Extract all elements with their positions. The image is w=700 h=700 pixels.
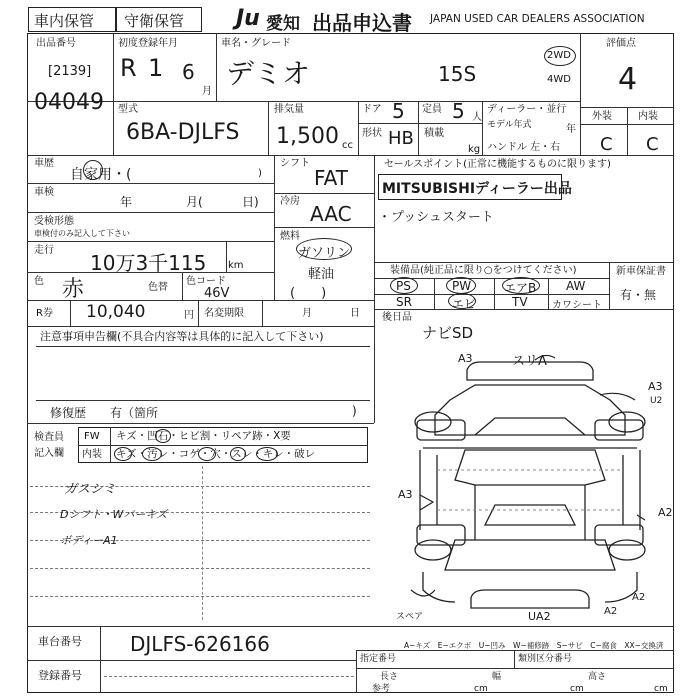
dealer-model-year: モデル年式 — [487, 120, 532, 130]
door-label: ドア — [362, 104, 382, 115]
type-label: 型式 — [118, 104, 138, 115]
score-int-label: 内装 — [638, 111, 658, 122]
warranty-label: 新車保証書 — [616, 266, 666, 277]
warranty-value: 有・無 — [620, 288, 657, 302]
equip-ps-circle — [390, 277, 418, 294]
diagram-mark-9: A2 — [632, 592, 646, 603]
capacity-label: 定員 — [422, 104, 442, 115]
spec-ref: 参考 — [372, 684, 391, 694]
spec-class-label: 類別区分番号 — [518, 654, 573, 664]
sales-line1: MITSUBISHIディーラー出品 — [382, 181, 572, 197]
history-value: 自家用・( — [70, 167, 132, 183]
spec-height: 高さ — [588, 672, 607, 682]
inspection-month: 月( — [186, 195, 203, 209]
ju-logo: Ju — [236, 6, 260, 31]
shape-value: HB — [388, 128, 414, 149]
score-ext: C — [600, 134, 613, 155]
equip-airbag-circle — [502, 277, 540, 294]
equip-pw: PW — [452, 279, 472, 293]
diagram-mark-1: A3 — [458, 352, 473, 365]
name-change-day: 日 — [350, 308, 360, 319]
equip-leather: カワシート — [552, 300, 602, 311]
dealer-year: 年 — [566, 124, 576, 135]
equip-navi-circle — [448, 293, 476, 309]
inspector-fw-items: キズ・凹石・ヒビ割・リペア跡・X要 — [116, 430, 291, 442]
header-title-form: 出品申込書 — [312, 11, 412, 35]
recycle-unit: 円 — [184, 310, 194, 321]
fuel-gasoline-circle — [296, 238, 352, 260]
diagram-mark-5: A3 — [398, 488, 413, 501]
equip-navi: エビ — [452, 297, 477, 311]
inspector-line3: ボディーA1 — [60, 534, 118, 547]
dealer-label: ディーラー・並行 — [487, 104, 567, 115]
tag-guard-storage-text: 守衛保管 — [124, 12, 185, 30]
inspector-line2: Dシフト・Wパーキズ — [60, 508, 168, 521]
inspector-line1: ガスシミ — [64, 482, 117, 497]
shift-value: FAT — [314, 166, 349, 190]
chassis-label: 車台番号 — [38, 635, 82, 648]
recycle-label: R券 — [36, 308, 53, 319]
door-value: 5 — [392, 99, 405, 123]
shift-label: シフト — [280, 158, 310, 169]
spec-cm-2: cm — [570, 684, 584, 694]
lot-label: 出品番号 — [36, 38, 76, 49]
inspection-label: 車検 — [34, 187, 54, 198]
capacity-unit: 人 — [472, 112, 482, 123]
chassis-value: DJLFS-626166 — [130, 632, 270, 656]
drive-2wd: 2WD — [547, 50, 571, 61]
drive-4wd: 4WD — [547, 74, 571, 85]
score-int: C — [646, 134, 659, 155]
name-change-month: 月 — [302, 308, 312, 319]
form-note: 車検付のみ記入して下さい — [34, 229, 130, 238]
inspection-year: 年 — [120, 195, 133, 209]
name-change-label: 名変期限 — [204, 308, 244, 319]
spec-label: 指定番号 — [360, 654, 397, 664]
color-code-label: 色コード — [186, 276, 226, 287]
recycle-value: 10,040 — [86, 302, 146, 322]
aircon-label: 冷房 — [280, 196, 300, 207]
notes-repair: 修復歴 有（箇所 — [50, 406, 159, 420]
fuel-diesel: 軽油 — [308, 267, 335, 282]
diagram-mark-2: スリA — [512, 354, 547, 369]
history-circle — [83, 160, 103, 180]
after-value: ナビSD — [422, 324, 474, 342]
displacement-value: 1,500 — [276, 124, 339, 149]
equip-sr: SR — [396, 295, 412, 309]
score-ext-label: 外装 — [592, 111, 612, 122]
notes-label: 注意事項申告欄(不具合内容等は具体的に記入して下さい) — [40, 330, 324, 343]
diagram-spare: スペア — [396, 612, 424, 622]
score-label: 評価点 — [606, 38, 636, 49]
first-reg-label: 初度登録年月 — [118, 38, 178, 49]
mileage-unit: km — [228, 260, 244, 271]
reg-label: 登録番号 — [38, 669, 82, 682]
first-reg-year: 1 — [148, 54, 164, 82]
spec-cm-1: cm — [474, 684, 488, 694]
diagram-mark-7: UA2 — [528, 610, 551, 623]
history-close: ) — [258, 168, 262, 179]
color-change: 色替 — [148, 282, 168, 293]
equip-airbag: エアB — [504, 281, 537, 295]
inspector-fw: FW — [84, 431, 100, 442]
color-code: 46V — [204, 286, 230, 301]
form-label: 受検形態 — [34, 216, 74, 227]
load-unit: kg — [468, 144, 481, 155]
inspector-int-items: キズ・汚レ・コゲ・穴・スレ・キレ・破レ — [116, 448, 316, 460]
sales-line2: ・プッシュスタート — [378, 210, 494, 225]
displacement-unit: cc — [342, 140, 353, 151]
equip-aw: AW — [566, 279, 586, 293]
diagram-mark-3: A3 — [648, 380, 663, 393]
aircon-value: AAC — [310, 202, 352, 226]
score-value: 4 — [618, 62, 638, 97]
inspection-day: 日) — [242, 195, 259, 209]
header-title-aichi: 愛知 — [266, 14, 300, 34]
fuel-gasoline: ガソリン — [298, 246, 351, 261]
fuel-other: ( ) — [290, 286, 327, 301]
first-reg-month: 6 — [182, 60, 195, 84]
mileage-label: 走行 — [34, 245, 54, 256]
model-label: 車名・グレード — [221, 38, 291, 49]
inspector-label1: 検査員 — [34, 432, 64, 443]
color-label: 色 — [34, 276, 44, 287]
header-association: JAPAN USED CAR DEALERS ASSOCIATION — [430, 13, 645, 25]
lot-number: 04049 — [34, 90, 104, 115]
model-grade: 15S — [438, 62, 477, 86]
after-label: 後日品 — [382, 312, 412, 323]
equip-label: 装備品(純正品に限り○をつけてください) — [390, 265, 577, 276]
notes-repair-close: ) — [352, 404, 357, 418]
equip-pw-circle — [446, 277, 476, 294]
sales-label: セールスポイント(正常に機能するものに限ります) — [384, 159, 611, 170]
type-value: 6BA-DJLFS — [126, 120, 240, 145]
tag-cabin-storage-text: 車内保管 — [34, 12, 95, 30]
fuel-label: 燃料 — [280, 231, 300, 242]
equip-ps: PS — [396, 279, 411, 293]
diagram-mark-4: U2 — [650, 396, 663, 406]
first-reg-era: R — [120, 54, 137, 82]
car-damage-diagram — [375, 340, 674, 625]
inspector-int: 内装 — [82, 449, 102, 460]
spec-width: 幅 — [492, 672, 502, 682]
dealer-handle: ハンドル 左・右 — [487, 142, 561, 153]
spec-cm-3: cm — [654, 684, 668, 694]
spec-length: 長さ — [380, 672, 399, 682]
color-value: 赤 — [62, 277, 85, 302]
model-name: デミオ — [226, 57, 311, 90]
first-reg-month-unit: 月 — [202, 86, 212, 97]
inspector-label2: 記入欄 — [34, 448, 64, 459]
history-label: 車歴 — [34, 158, 54, 169]
capacity-value: 5 — [452, 99, 465, 123]
lot-sub: [2139] — [48, 64, 92, 79]
shape-label: 形状 — [362, 128, 382, 139]
diagram-mark-6: A2 — [658, 506, 673, 519]
diagram-legend: A−キズ E−エクボ U−凹み W−補修跡 S−サビ C−腐食 XX−交換済 — [404, 641, 664, 650]
displacement-label: 排気量 — [274, 104, 304, 115]
equip-tv: TV — [512, 295, 528, 309]
load-label: 積載 — [424, 128, 444, 139]
mileage-value: 10万3千115 — [90, 251, 207, 275]
diagram-mark-8: A2 — [604, 606, 618, 617]
